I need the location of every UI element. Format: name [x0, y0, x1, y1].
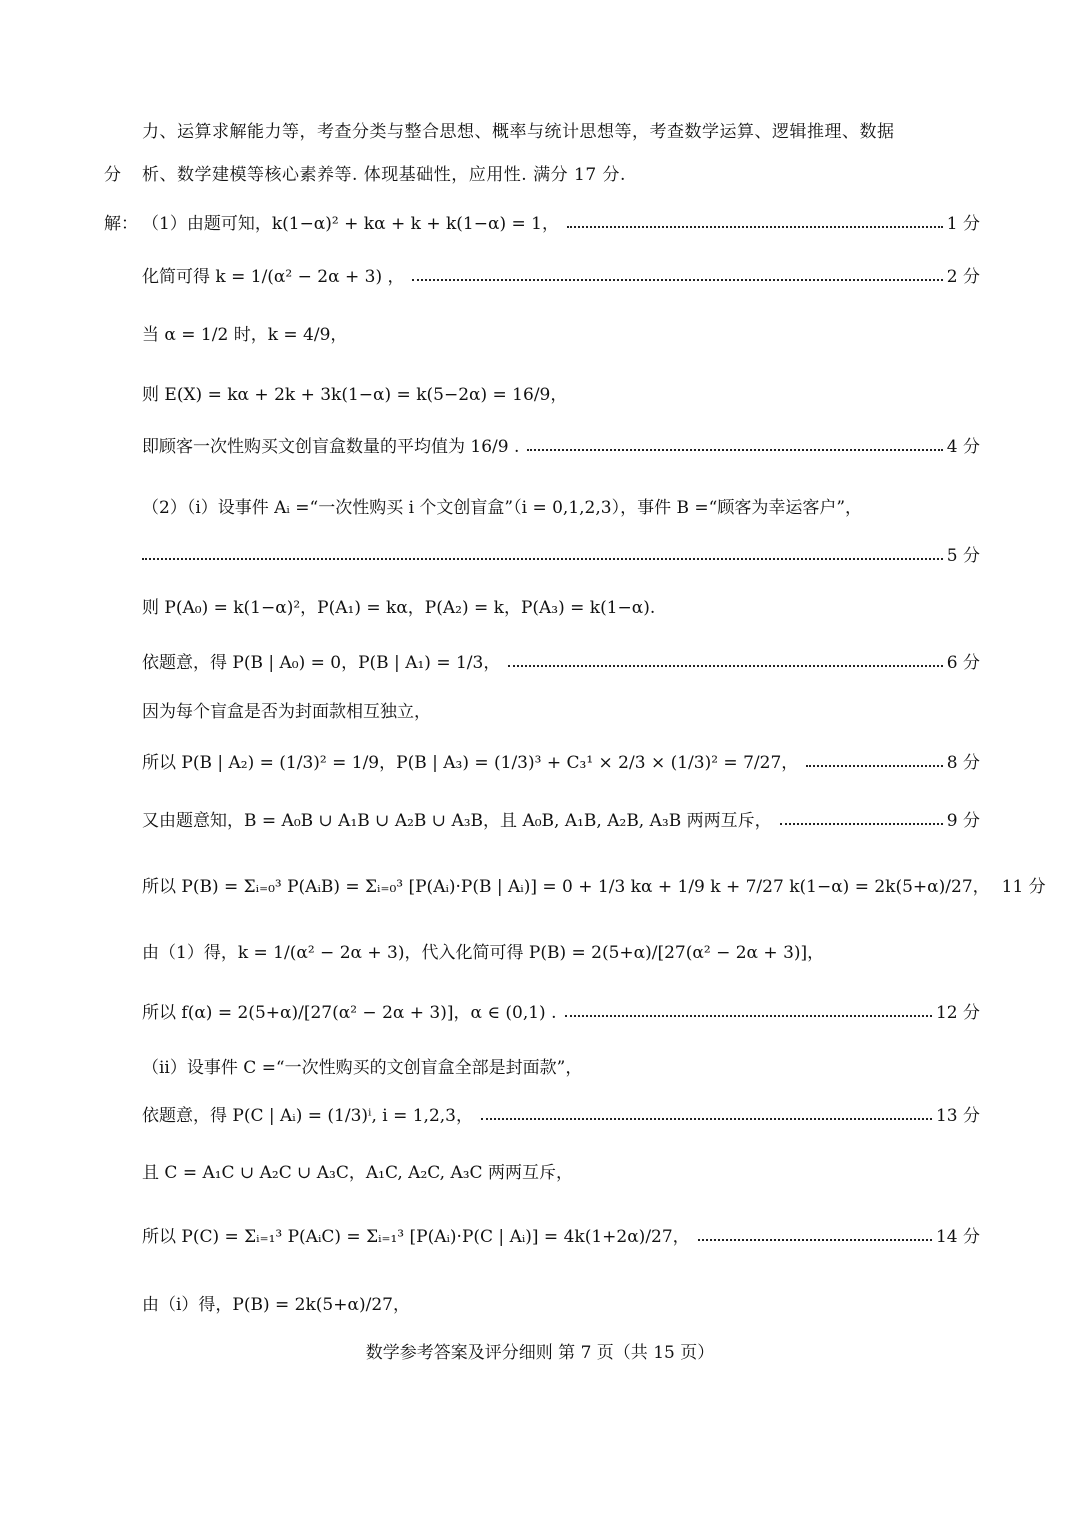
solution-line-text: 即顾客一次性购买文创盲盒数量的平均值为 16/9 . — [142, 437, 520, 457]
solution-line — [142, 432, 980, 457]
solution-line — [142, 872, 1046, 897]
page-footer: 数学参考答案及评分细则 第 7 页（共 15 页） — [365, 1343, 715, 1363]
score-leader-dots — [698, 1239, 932, 1241]
solution-line — [142, 320, 980, 345]
score-label: 5 分 — [946, 546, 980, 566]
intro-line-2: 析、数学建模等核心素养等. 体现基础性，应用性. 满分 17 分. — [142, 165, 626, 185]
solution-line-text: 则 P(A₀) = k(1−α)²，P(A₁) = kα，P(A₂) = k，P(A₃) = k(1−α). — [142, 598, 656, 618]
solution-line-text: 则 E(X) = kα + 2k + 3k(1−α) = k(5−2α) = 16/9， — [142, 385, 568, 405]
solution-line-text: 依题意，得 P(B | A₀) = 0，P(B | A₁) = 1/3， — [142, 653, 501, 673]
score-leader-dots — [567, 226, 943, 228]
score-label: 8 分 — [946, 753, 980, 773]
score-leader-dots — [142, 558, 943, 560]
solution-line — [142, 593, 980, 618]
score-label: 1 分 — [946, 214, 980, 234]
score-leader-dots — [412, 279, 942, 281]
solution-line — [142, 998, 980, 1023]
score-leader-dots — [780, 823, 943, 825]
solution-line — [142, 262, 980, 287]
solution-line-text: 依题意，得 P(C | Aᵢ) = (1/3)ⁱ, i = 1,2,3， — [142, 1106, 473, 1126]
solution-line-text: 所以 P(B) = Σᵢ₌₀³ P(AᵢB) = Σᵢ₌₀³ [P(Aᵢ)·P(B | Aᵢ)] = 0 + 1/3 kα + 1/9 k + 7/27 k(1−α) = 2k(5+α)/27， — [142, 877, 990, 897]
solution-line-text: （ii）设事件 C =“一次性购买的文创盲盒全部是封面款”， — [142, 1058, 583, 1078]
solution-line — [142, 1290, 980, 1315]
solution-line — [142, 806, 980, 831]
solution-line — [142, 209, 980, 234]
solution-line-text: 由（i）得，P(B) = 2k(5+α)/27， — [142, 1295, 410, 1315]
solution-line-text: （2）（i）设事件 Aᵢ =“一次性购买 i 个文创盲盒”（i = 0,1,2,3），事件 B =“顾客为幸运客户”， — [142, 498, 863, 518]
score-label: 12 分 — [935, 1003, 980, 1023]
solution-line — [142, 541, 980, 566]
solution-line-text: 由（1）得，k = 1/(α² − 2α + 3)，代入化简可得 P(B) = 2(5+α)/[27(α² − 2α + 3)]， — [142, 943, 825, 963]
solution-line — [142, 648, 980, 673]
score-label: 14 分 — [935, 1227, 980, 1247]
solution-line-text: （1）由题可知，k(1−α)² + kα + k + k(1−α) = 1， — [142, 214, 559, 234]
solution-marker: 解： — [104, 214, 138, 234]
score-leader-dots — [481, 1118, 932, 1120]
solution-line — [142, 697, 980, 722]
score-label: 9 分 — [946, 811, 980, 831]
score-label: 13 分 — [935, 1106, 980, 1126]
score-label: 6 分 — [946, 653, 980, 673]
score-label: 4 分 — [946, 437, 980, 457]
solution-line — [142, 380, 980, 405]
solution-line-text: 又由题意知，B = A₀B ∪ A₁B ∪ A₂B ∪ A₃B，且 A₀B, A₁B, A₂B, A₃B 两两互斥， — [142, 811, 772, 831]
solution-line — [142, 1158, 980, 1183]
score-leader-dots — [806, 765, 943, 767]
solution-line — [142, 493, 980, 518]
solution-line — [142, 748, 980, 773]
solution-line-text: 所以 f(α) = 2(5+α)/[27(α² − 2α + 3)]，α ∈ (0,1) . — [142, 1003, 557, 1023]
intro-line-2-prefix: 分 — [104, 165, 121, 185]
solution-line — [142, 1101, 980, 1126]
solution-line-text: 当 α = 1/2 时，k = 4/9， — [142, 325, 348, 345]
solution-line — [142, 1222, 980, 1247]
score-leader-dots — [527, 449, 942, 451]
score-label: 11 分 — [1001, 877, 1046, 897]
solution-line — [142, 938, 980, 963]
score-leader-dots — [508, 665, 942, 667]
solution-line-text: 所以 P(C) = Σᵢ₌₁³ P(AᵢC) = Σᵢ₌₁³ [P(Aᵢ)·P(C | Aᵢ)] = 4k(1+2α)/27， — [142, 1227, 690, 1247]
solution-line-text: 且 C = A₁C ∪ A₂C ∪ A₃C，A₁C, A₂C, A₃C 两两互斥， — [142, 1163, 573, 1183]
solution-line-text: 化简可得 k = 1/(α² − 2α + 3) ， — [142, 267, 405, 287]
score-label: 2 分 — [946, 267, 980, 287]
score-leader-dots — [565, 1015, 932, 1017]
solution-line — [142, 1053, 980, 1078]
solution-line-text: 所以 P(B | A₂) = (1/3)² = 1/9，P(B | A₃) = (1/3)³ + C₃¹ × 2/3 × (1/3)² = 7/27， — [142, 753, 799, 773]
solution-line-text: 因为每个盲盒是否为封面款相互独立， — [142, 702, 431, 722]
intro-line-1: 力、运算求解能力等，考查分类与整合思想、概率与统计思想等，考查数学运算、逻辑推理、数据 — [142, 122, 895, 142]
